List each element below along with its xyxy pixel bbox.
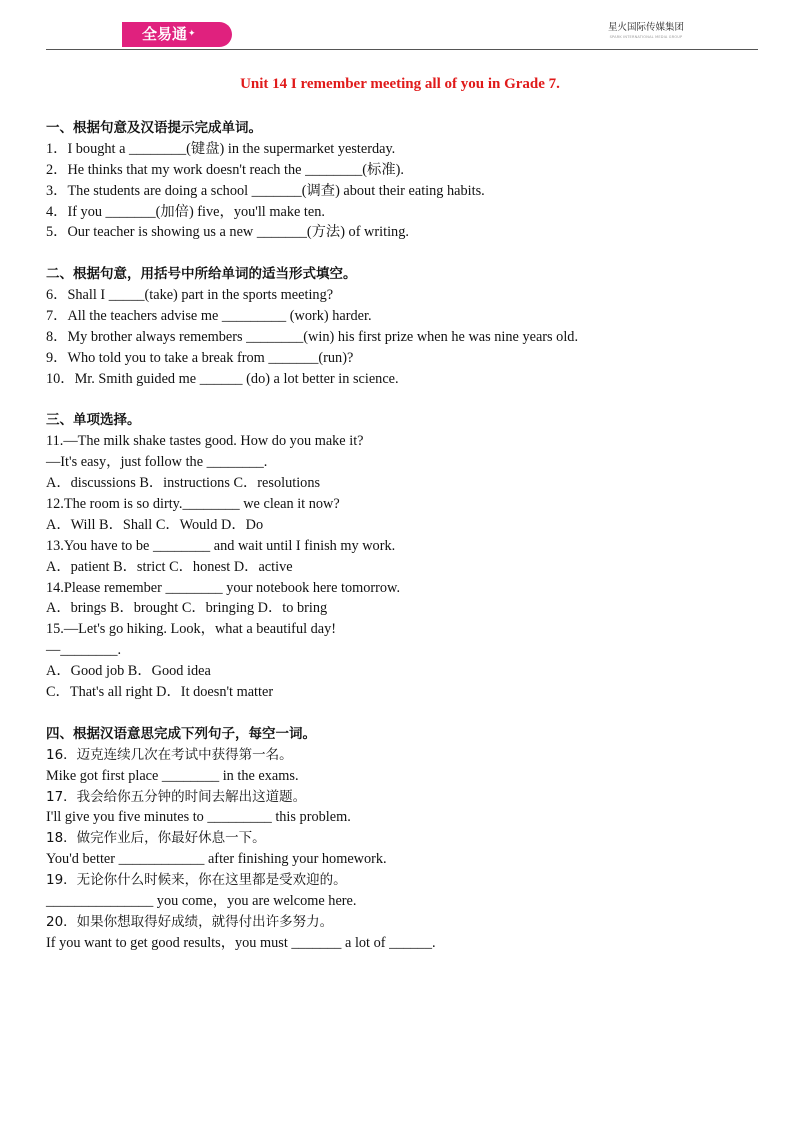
question-13: 13.You have to be ________ and wait until I finish my work. [46, 537, 396, 554]
question-10: 10．Mr. Smith guided me ______ (do) a lot better in science. [46, 370, 399, 387]
question-2: 2．He thinks that my work doesn't reach the ________(标准). [46, 161, 404, 178]
question-17-chinese: 17．我会给你五分钟的时间去解出这道题。 [46, 788, 307, 805]
question-3: 3．The students are doing a school _______(调查) about their eating habits. [46, 182, 485, 199]
question-14-options: A．brings B．brought C．bringing D．to bring [46, 600, 328, 617]
question-20-chinese: 20．如果你想取得好成绩，就得付出许多努力。 [46, 913, 334, 930]
section-4-heading: 四、根据汉语意思完成下列句子，每空一词。 [46, 725, 316, 742]
question-11: 11.—The milk shake tastes good. How do you make it? [46, 433, 364, 450]
question-9: 9．Who told you to take a break from _______(run)? [46, 349, 354, 366]
section-1-heading: 一、根据句意及汉语提示完成单词。 [46, 120, 262, 136]
page-header [46, 18, 758, 52]
section-spacer [46, 703, 758, 724]
star-icon: ✦ [188, 29, 196, 39]
question-4: 4．If you _______(加倍) five，you'll make ten. [46, 203, 325, 220]
question-11-reply: —It's easy，just follow the ________. [46, 454, 268, 471]
section-spacer [46, 243, 758, 264]
question-1: 1．I bought a ________(键盘) in the supermarket yesterday. [46, 140, 396, 157]
question-8: 8．My brother always remembers ________(win) his first prize when he was nine years old. [46, 328, 579, 345]
question-12: 12.The room is so dirty.________ we clean it now? [46, 496, 340, 513]
question-20-english: If you want to get good results，you must _______ a lot of ______. [46, 934, 436, 951]
question-12-options: A．Will B．Shall C．Would D．Do [46, 516, 264, 533]
question-11-options: A．discussions B．instructions C．resolutions [46, 475, 321, 492]
worksheet-title: Unit 14 I remember meeting all of you in Grade 7. [240, 76, 560, 92]
question-16-english: Mike got first place ________ in the exams. [46, 767, 299, 784]
section-2-heading: 二、根据句意，用括号中所给单词的适当形式填空。 [46, 266, 357, 283]
question-15: 15.—Let's go hiking. Look，what a beautiful day! [46, 621, 337, 638]
question-6: 6．Shall I _____(take) part in the sports meeting? [46, 287, 334, 304]
section-spacer [46, 390, 758, 411]
worksheet-body [46, 118, 758, 954]
question-19-chinese: 19．无论你什么时候来，你在这里都是受欢迎的。 [46, 872, 347, 889]
question-16-chinese: 16．迈克连续几次在考试中获得第一名。 [46, 746, 293, 763]
question-18-chinese: 18．做完作业后，你最好休息一下。 [46, 830, 266, 847]
section-3-heading: 三、单项选择。 [46, 412, 141, 429]
company-name [586, 22, 706, 40]
question-13-options: A．patient B．strict C．honest D．active [46, 558, 293, 575]
question-14: 14.Please remember ________ your notebook here tomorrow. [46, 579, 401, 596]
question-17-english: I'll give you five minutes to _________ this problem. [46, 809, 351, 826]
brand-logo [122, 22, 232, 47]
header-divider [46, 49, 758, 50]
question-15-reply: —________. [46, 642, 122, 659]
company-name-text: 星火国际传媒集团 [607, 22, 684, 33]
question-7: 7．All the teachers advise me _________ (work) harder. [46, 308, 372, 325]
question-18-english: You'd better ____________ after finishing your homework. [46, 851, 387, 868]
question-15-options-ab: A．Good job B．Good idea [46, 663, 211, 680]
question-19-english: _______________ you come，you are welcome here. [46, 892, 357, 909]
logo-text: 全易通 [142, 25, 188, 43]
company-subtitle: SPARK INTERNATIONAL MEDIA GROUP [609, 35, 683, 39]
question-5: 5．Our teacher is showing us a new _______(方法) of writing. [46, 224, 409, 241]
question-15-options-cd: C．That's all right D．It doesn't matter [46, 684, 274, 701]
